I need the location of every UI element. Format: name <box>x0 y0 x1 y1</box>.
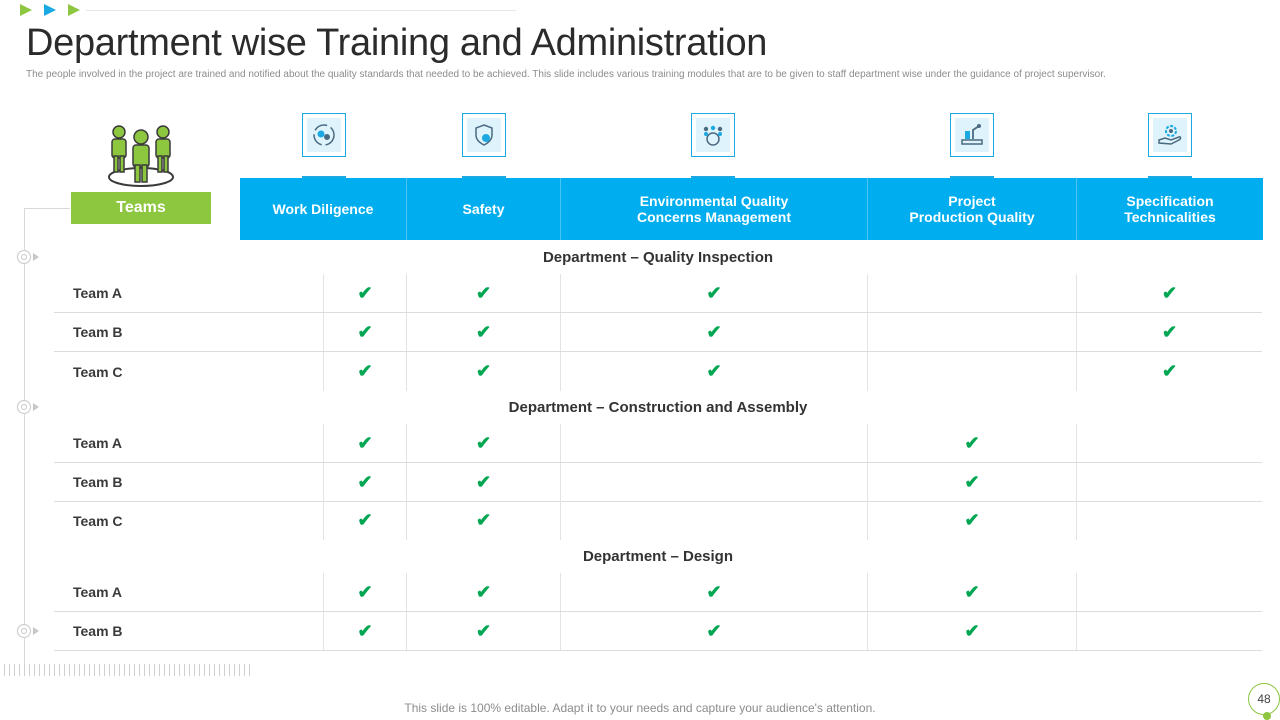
check-icon: ✔ <box>561 313 868 351</box>
check-icon: ✔ <box>1161 361 1178 381</box>
check-icon: ✔ <box>407 612 561 650</box>
column-icon-box <box>950 113 994 157</box>
table-row <box>54 612 1262 651</box>
empty-cell <box>868 352 1077 391</box>
team-globe-icon <box>700 122 726 148</box>
empty-cell <box>868 274 1077 312</box>
decorative-arrows <box>20 4 80 16</box>
page-dot-icon <box>1263 712 1271 720</box>
footer-note: This slide is 100% editable. Adapt it to your needs and capture your audience's attention. <box>404 701 876 715</box>
check-icon: ✔ <box>324 424 407 462</box>
check-icon: ✔ <box>561 573 868 611</box>
check-icon: ✔ <box>407 274 561 312</box>
table-row <box>54 573 1262 612</box>
column-icon-box <box>691 113 735 157</box>
empty-cell <box>561 463 868 501</box>
check-icon: ✔ <box>407 573 561 611</box>
arrow-right-icon <box>33 627 39 635</box>
check-icon: ✔ <box>324 352 407 391</box>
arrow-right-icon <box>44 4 56 16</box>
arrow-right-icon <box>33 403 39 411</box>
department-title: Department – Design <box>582 548 734 565</box>
check-icon: ✔ <box>324 501 407 540</box>
page-title: Department wise Training and Administration <box>26 22 768 64</box>
production-line-icon <box>959 122 985 148</box>
check-icon: ✔ <box>407 463 561 501</box>
check-icon: ✔ <box>1161 321 1178 342</box>
hand-gear-icon <box>1157 122 1183 148</box>
check-icon: ✔ <box>868 573 1077 611</box>
check-icon: ✔ <box>407 424 561 462</box>
table-row <box>54 463 1262 502</box>
table-row <box>54 352 1262 391</box>
column-header: Environmental Quality Concerns Management <box>561 178 868 240</box>
team-name: Team B <box>54 612 324 650</box>
teams-header-label: Teams <box>71 192 211 224</box>
team-name: Team A <box>54 274 324 312</box>
check-icon: ✔ <box>407 313 561 351</box>
check-icon: ✔ <box>324 612 407 650</box>
check-icon: ✔ <box>868 501 1077 540</box>
check-icon: ✔ <box>1161 282 1178 303</box>
empty-cell <box>1077 612 1262 650</box>
column-icon-box <box>462 113 506 157</box>
table-row <box>54 501 1262 540</box>
team-name: Team C <box>54 352 324 391</box>
table-row <box>54 274 1262 313</box>
column-header: Safety <box>407 178 561 240</box>
check-icon: ✔ <box>561 352 868 391</box>
empty-cell <box>561 424 868 462</box>
check-icon: ✔ <box>324 274 407 312</box>
column-header: Work Diligence <box>240 178 407 240</box>
timeline-line <box>24 208 25 668</box>
team-name: Team B <box>54 313 324 351</box>
page-number: 48 <box>1248 683 1280 715</box>
table-header <box>240 178 1263 240</box>
timeline-node-icon <box>17 624 31 638</box>
department-title: Department – Construction and Assembly <box>508 399 808 416</box>
team-name: Team A <box>54 424 324 462</box>
arrow-right-icon <box>33 253 39 261</box>
column-header: Specification Technicalities <box>1124 193 1216 225</box>
empty-cell <box>1077 501 1262 540</box>
column-icon-box <box>302 113 346 157</box>
timeline-node-icon <box>17 250 31 264</box>
check-icon: ✔ <box>407 501 561 540</box>
empty-cell <box>561 501 868 540</box>
team-name: Team A <box>54 573 324 611</box>
check-icon: ✔ <box>868 424 1077 462</box>
check-icon: ✔ <box>561 274 868 312</box>
timeline-node-icon <box>17 400 31 414</box>
people-group-icon <box>106 120 176 190</box>
team-name: Team C <box>54 501 324 540</box>
table-row <box>54 313 1262 352</box>
check-icon: ✔ <box>324 463 407 501</box>
divider <box>86 10 516 11</box>
empty-cell <box>868 313 1077 351</box>
arrow-right-icon <box>20 4 32 16</box>
page-subtitle: The people involved in the project are trained and notified about the quality standards that needed to be achieved. This slide includes various training modules that are to be given to staff department wise under the guidance of project supervisor. <box>26 69 1106 80</box>
empty-cell <box>1077 463 1262 501</box>
check-icon: ✔ <box>868 612 1077 650</box>
check-icon: ✔ <box>407 352 561 391</box>
timeline-branch <box>24 208 70 209</box>
column-icon-box <box>1148 113 1192 157</box>
table-row <box>54 424 1262 463</box>
arrow-right-icon <box>68 4 80 16</box>
check-icon: ✔ <box>561 612 868 650</box>
check-icon: ✔ <box>324 313 407 351</box>
shield-hand-icon <box>471 122 497 148</box>
empty-cell <box>1077 424 1262 462</box>
check-icon: ✔ <box>868 463 1077 501</box>
check-icon: ✔ <box>324 573 407 611</box>
gears-cycle-icon <box>311 122 337 148</box>
team-name: Team B <box>54 463 324 501</box>
column-header: Project Production Quality <box>868 178 1077 240</box>
empty-cell <box>1077 573 1262 611</box>
department-title: Department – Quality Inspection <box>542 249 774 266</box>
decorative-ticks <box>4 664 254 676</box>
